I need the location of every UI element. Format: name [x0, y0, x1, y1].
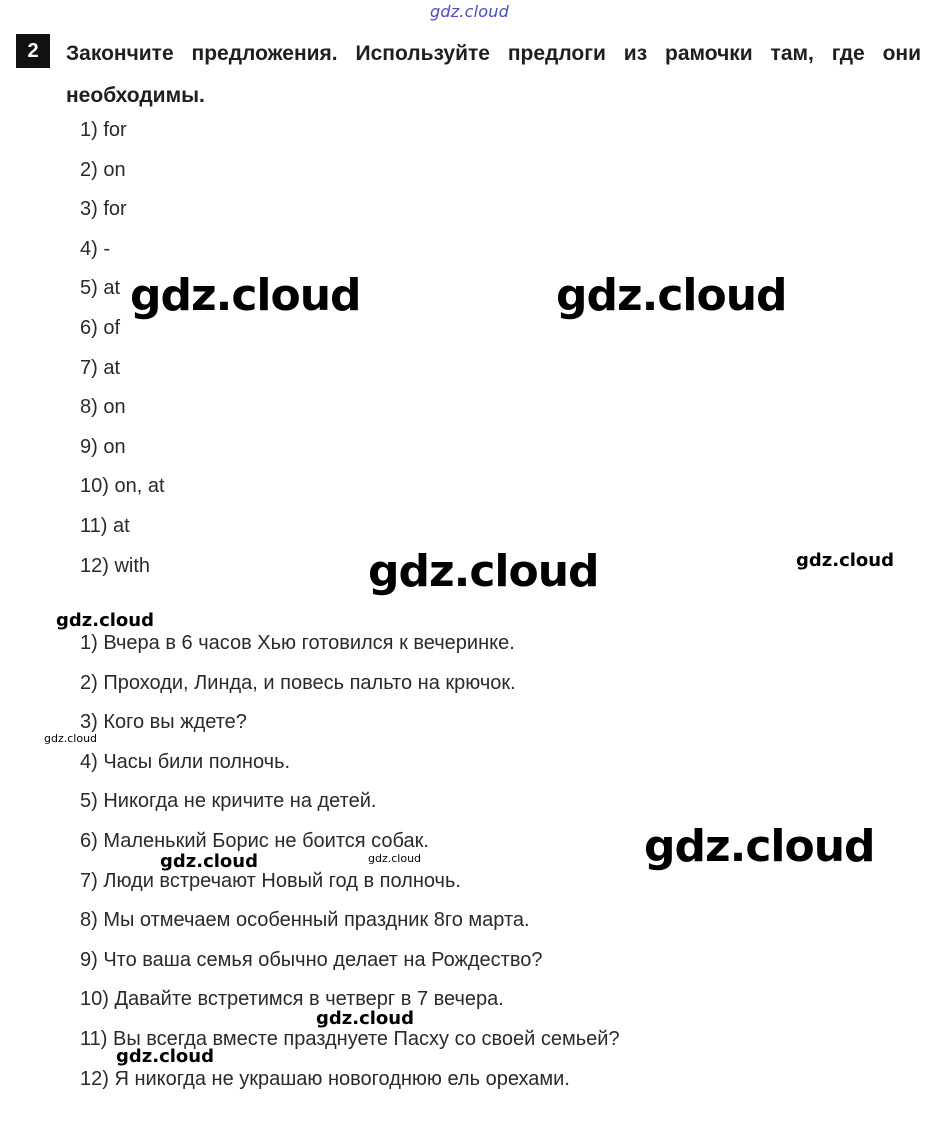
translation-item: 11) Вы всегда вместе празднуете Пасху со своей семьей?	[80, 1027, 620, 1050]
translation-item: 7) Люди встречают Новый год в полночь.	[80, 869, 461, 892]
watermark: gdz.cloud	[368, 546, 599, 597]
translation-item: 10) Давайте встретимся в четверг в 7 вечера.	[80, 988, 504, 1011]
watermark: gdz.cloud	[160, 851, 258, 872]
watermark: gdz.cloud	[116, 1046, 214, 1067]
answer-item: 10) on, at	[80, 475, 165, 498]
answer-item: 3) for	[80, 198, 127, 221]
watermark: gdz.cloud	[796, 550, 894, 571]
translation-item: 3) Кого вы ждете?	[80, 711, 247, 734]
watermark: gdz.cloud	[368, 852, 422, 865]
translation-item: 12) Я никогда не украшаю новогоднюю ель орехами.	[80, 1067, 570, 1090]
answer-item: 1) for	[80, 119, 127, 141]
translation-item: 4) Часы били полночь.	[80, 750, 291, 773]
watermark: gdz.cloud	[644, 821, 875, 872]
watermark-top: gdz.cloud	[430, 2, 509, 21]
answer-item: 2) on	[80, 158, 126, 181]
answer-item: 12) with	[80, 554, 151, 577]
answers-list	[80, 111, 165, 586]
translation-item: 9) Что ваша семья обычно делает на Рождество?	[80, 948, 543, 971]
answer-item: 6) of	[80, 316, 121, 339]
watermark: gdz.cloud	[56, 610, 154, 631]
translation-item: 1) Вчера в 6 часов Хью готовился к вечеринке.	[80, 632, 515, 654]
answer-item: 5) at	[80, 277, 121, 300]
answer-item: 11) at	[80, 514, 130, 537]
watermark: gdz.cloud	[556, 270, 787, 321]
answer-item: 7) at	[80, 356, 121, 379]
watermark: gdz.cloud	[316, 1008, 414, 1029]
watermark: gdz.cloud	[44, 732, 98, 745]
watermark: gdz.cloud	[130, 270, 361, 321]
translation-item: 2) Проходи, Линда, и повесь пальто на крючок.	[80, 671, 516, 694]
translation-item: 8) Мы отмечаем особенный праздник 8го марта.	[80, 909, 530, 932]
exercise-title: Закончите предложения. Используйте предлоги из рамочки там, где они необходимы.	[66, 42, 921, 107]
translation-item: 5) Никогда не кричите на детей.	[80, 790, 377, 813]
answer-item: 8) on	[80, 396, 126, 419]
answer-item: 4) -	[80, 237, 110, 260]
answer-item: 9) on	[80, 435, 126, 458]
exercise-number-badge: 2	[16, 34, 50, 68]
translation-item: 6) Маленький Борис не боится собак.	[80, 829, 429, 852]
